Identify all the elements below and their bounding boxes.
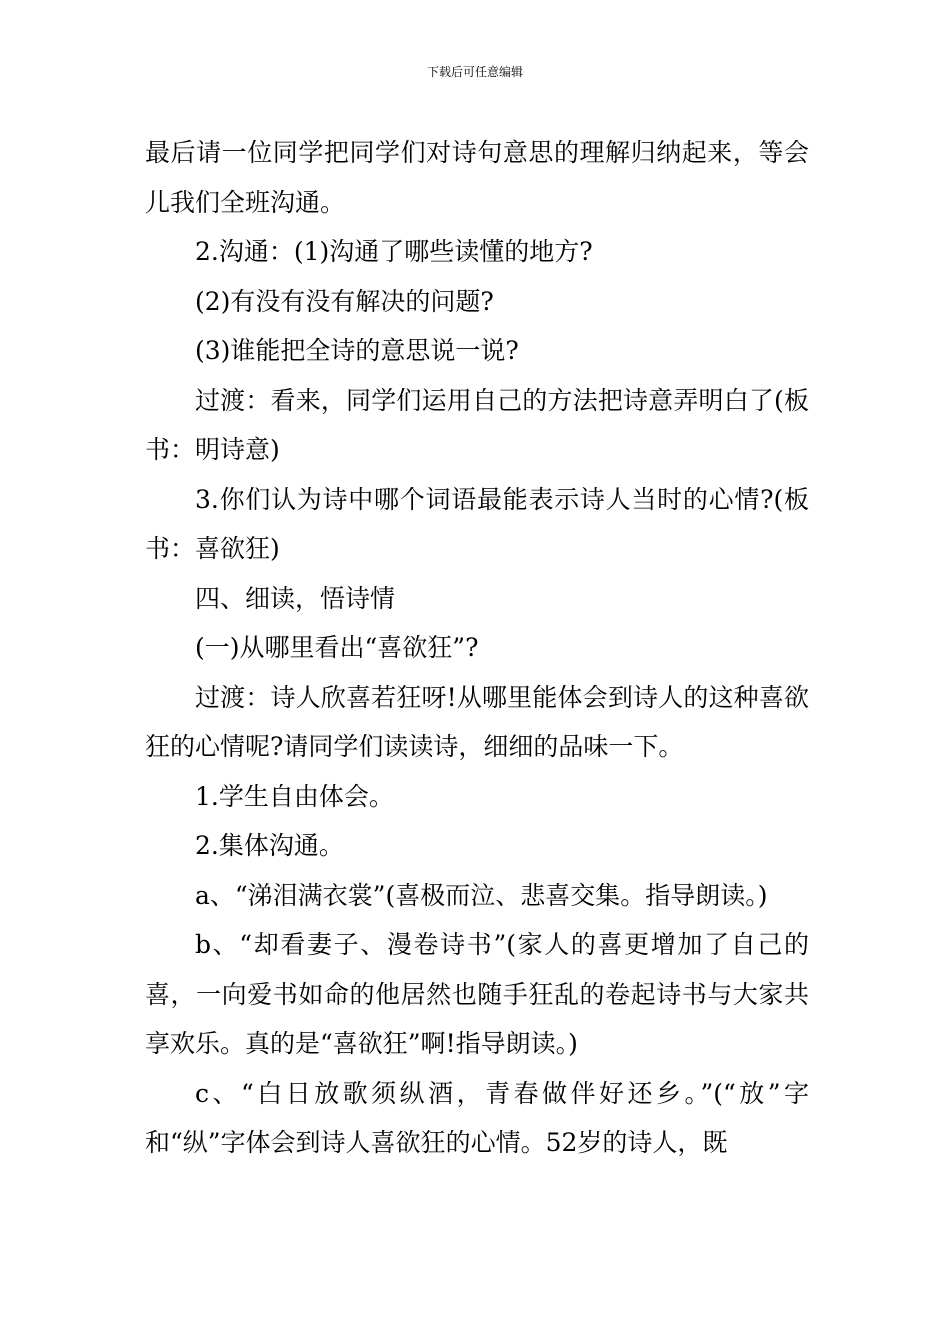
- paragraph: 过渡：看来，同学们运用自己的方法把诗意弄明白了(板书：明诗意): [145, 385, 809, 464]
- paragraph: (2)有没有没有解决的问题?: [195, 286, 494, 316]
- list-item: c、“白日放歌须纵酒，青春做伴好还乡。”(“放”字和“纵”字体会到诗人喜欲狂的心情。52岁的诗人，既: [145, 1078, 809, 1157]
- paragraph: 2.沟通：(1)沟通了哪些读懂的地方?: [195, 237, 593, 266]
- subsection-heading: (一)从哪里看出“喜欲狂”?: [195, 633, 479, 662]
- list-item: 2.集体沟通。: [195, 831, 344, 860]
- list-item: 1.学生自由体会。: [195, 781, 394, 811]
- list-item: a、“涕泪满衣裳”(喜极而泣、悲喜交集。指导朗读。): [195, 880, 768, 910]
- document-body: [145, 128, 809, 1168]
- page-header: 下载后可任意编辑: [426, 65, 523, 79]
- paragraph: (3)谁能把全诗的意思说一说?: [195, 336, 519, 365]
- paragraph: 最后请一位同学把同学们对诗句意思的理解归纳起来，等会儿我们全班沟通。: [145, 138, 809, 217]
- paragraph: 过渡：诗人欣喜若狂呀!从哪里能体会到诗人的这种喜欲狂的心情呢?请同学们读读诗，细细的品味一下。: [145, 682, 809, 761]
- section-heading: 四、细读，悟诗情: [195, 583, 396, 613]
- list-item: b、“却看妻子、漫卷诗书”(家人的喜更增加了自己的喜，一向爱书如命的他居然也随手狂乱的卷起诗书与大家共享欢乐。真的是“喜欲狂”啊!指导朗读。): [145, 930, 809, 1058]
- paragraph: 3.你们认为诗中哪个词语最能表示诗人当时的心情?(板书：喜欲狂): [145, 484, 809, 563]
